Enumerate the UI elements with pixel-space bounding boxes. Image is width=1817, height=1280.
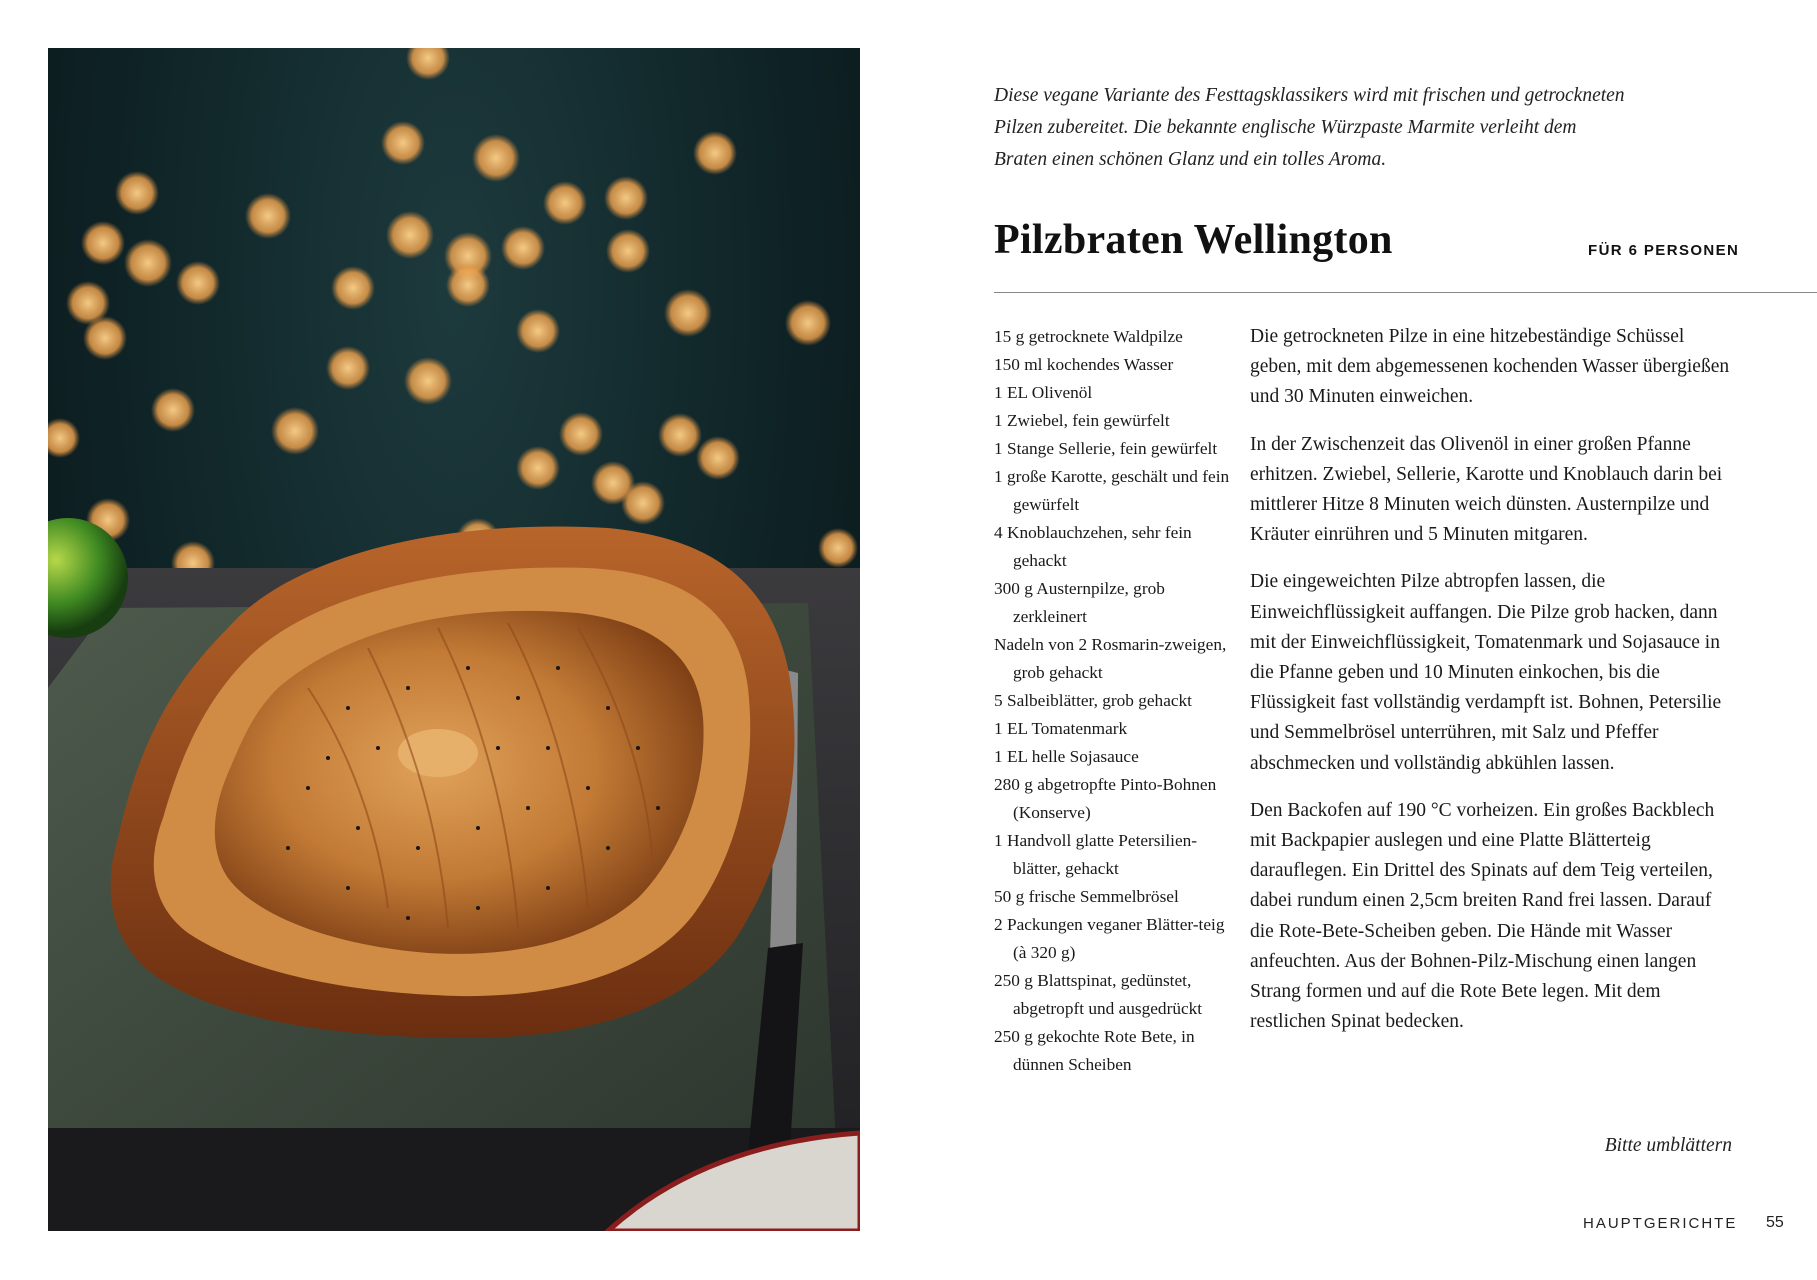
title-rule: [994, 292, 1817, 293]
footer-section-label: HAUPTGERICHTE: [1583, 1215, 1738, 1232]
method-step: Die getrockneten Pilze in eine hitzebeständige Schüssel geben, mit dem abgemessenen kochenden Wasser übergießen und 30 Minuten einweichen.: [1250, 326, 1730, 408]
ingredient-item: 1 EL Olivenöl: [994, 383, 1093, 402]
ingredient-item: 150 ml kochendes Wasser: [994, 355, 1174, 374]
ingredient-item: 1 Stange Sellerie, fein gewürfelt: [994, 439, 1218, 458]
ingredient-item: 1 große Karotte, geschält und fein gewürfelt: [994, 467, 1230, 514]
ingredient-item: 300 g Austernpilze, grob zerkleinert: [994, 579, 1165, 626]
ingredient-item: 1 Zwiebel, fein gewürfelt: [994, 411, 1170, 430]
ingredient-list: [994, 323, 1234, 1079]
ingredient-item: 15 g getrocknete Waldpilze: [994, 327, 1183, 346]
servings-label: FÜR 6 PERSONEN: [1588, 242, 1740, 259]
recipe-intro: Diese vegane Variante des Festtagsklassikers wird mit frischen und getrockneten Pilzen zubereitet. Die bekannte englische Würzpaste Marmite verleiht dem Braten einen schönen Glanz und ein tolles Aroma.: [994, 85, 1625, 170]
ingredient-item: Nadeln von 2 Rosmarin-zweigen, grob gehackt: [994, 635, 1227, 682]
recipe-photo: [48, 48, 860, 1231]
recipe-title: Pilzbraten Wellington: [994, 217, 1393, 263]
ingredient-item: 250 g gekochte Rote Bete, in dünnen Scheiben: [994, 1027, 1195, 1074]
method-step: Die eingeweichten Pilze abtropfen lassen, die Einweichflüssigkeit auffangen. Die Pilze grob hacken, dann mit der Einweichflüssigkeit, Tomatenmark und Sojasauce in die Pfanne geben und 10 Minuten einkochen, bis die Flüssigkeit fast vollständig verdampft ist. Bohnen, Petersilie und Semmelbrösel unterrühren, mit Salz und Pfeffer abschmecken und vollständig abkühlen lassen.: [1250, 571, 1722, 774]
method-steps: [1250, 322, 1735, 1054]
ingredient-item: 1 EL Tomatenmark: [994, 719, 1128, 738]
ingredient-item: 50 g frische Semmelbrösel: [994, 887, 1179, 906]
method-step: Den Backofen auf 190 °C vorheizen. Ein großes Backblech mit Backpapier auslegen und eine Platte Blätterteig darauflegen. Ein Drittel des Spinats auf dem Teig verteilen, dabei rundum einen 2,5cm breiten Rand frei lassen. Darauf die Rote-Bete-Scheiben geben. Die Hände mit Wasser anfeuchten. Aus der Bohnen-Pilz-Mischung einen langen Strang formen und auf die Rote Bete legen. Mit dem restlichen Spinat bedecken.: [1250, 799, 1715, 1033]
ingredient-item: 1 EL helle Sojasauce: [994, 747, 1139, 766]
method-step: In der Zwischenzeit das Olivenöl in einer großen Pfanne erhitzen. Zwiebel, Sellerie, Karotte und Knoblauch darin bei mittlerer Hitze 8 Minuten weich dünsten. Austernpilze und Kräuter einrühren und 5 Minuten mitgaren.: [1250, 433, 1723, 546]
page-number: 55: [1766, 1214, 1784, 1231]
ingredient-item: 5 Salbeiblätter, grob gehackt: [994, 691, 1192, 710]
ingredient-item: 250 g Blattspinat, gedünstet, abgetropft und ausgedrückt: [994, 971, 1203, 1018]
ingredient-item: 1 Handvoll glatte Petersilien-blätter, gehackt: [994, 831, 1198, 878]
ingredient-item: 280 g abgetropfte Pinto-Bohnen (Konserve): [994, 775, 1217, 822]
ingredient-item: 4 Knoblauchzehen, sehr fein gehackt: [994, 523, 1192, 570]
wellington-photo-illustration: [48, 48, 860, 1231]
bokeh-lights: [48, 48, 858, 585]
ingredient-item: 2 Packungen veganer Blätter-teig (à 320 g): [994, 915, 1225, 962]
continue-note: Bitte umblättern: [1604, 1135, 1732, 1156]
